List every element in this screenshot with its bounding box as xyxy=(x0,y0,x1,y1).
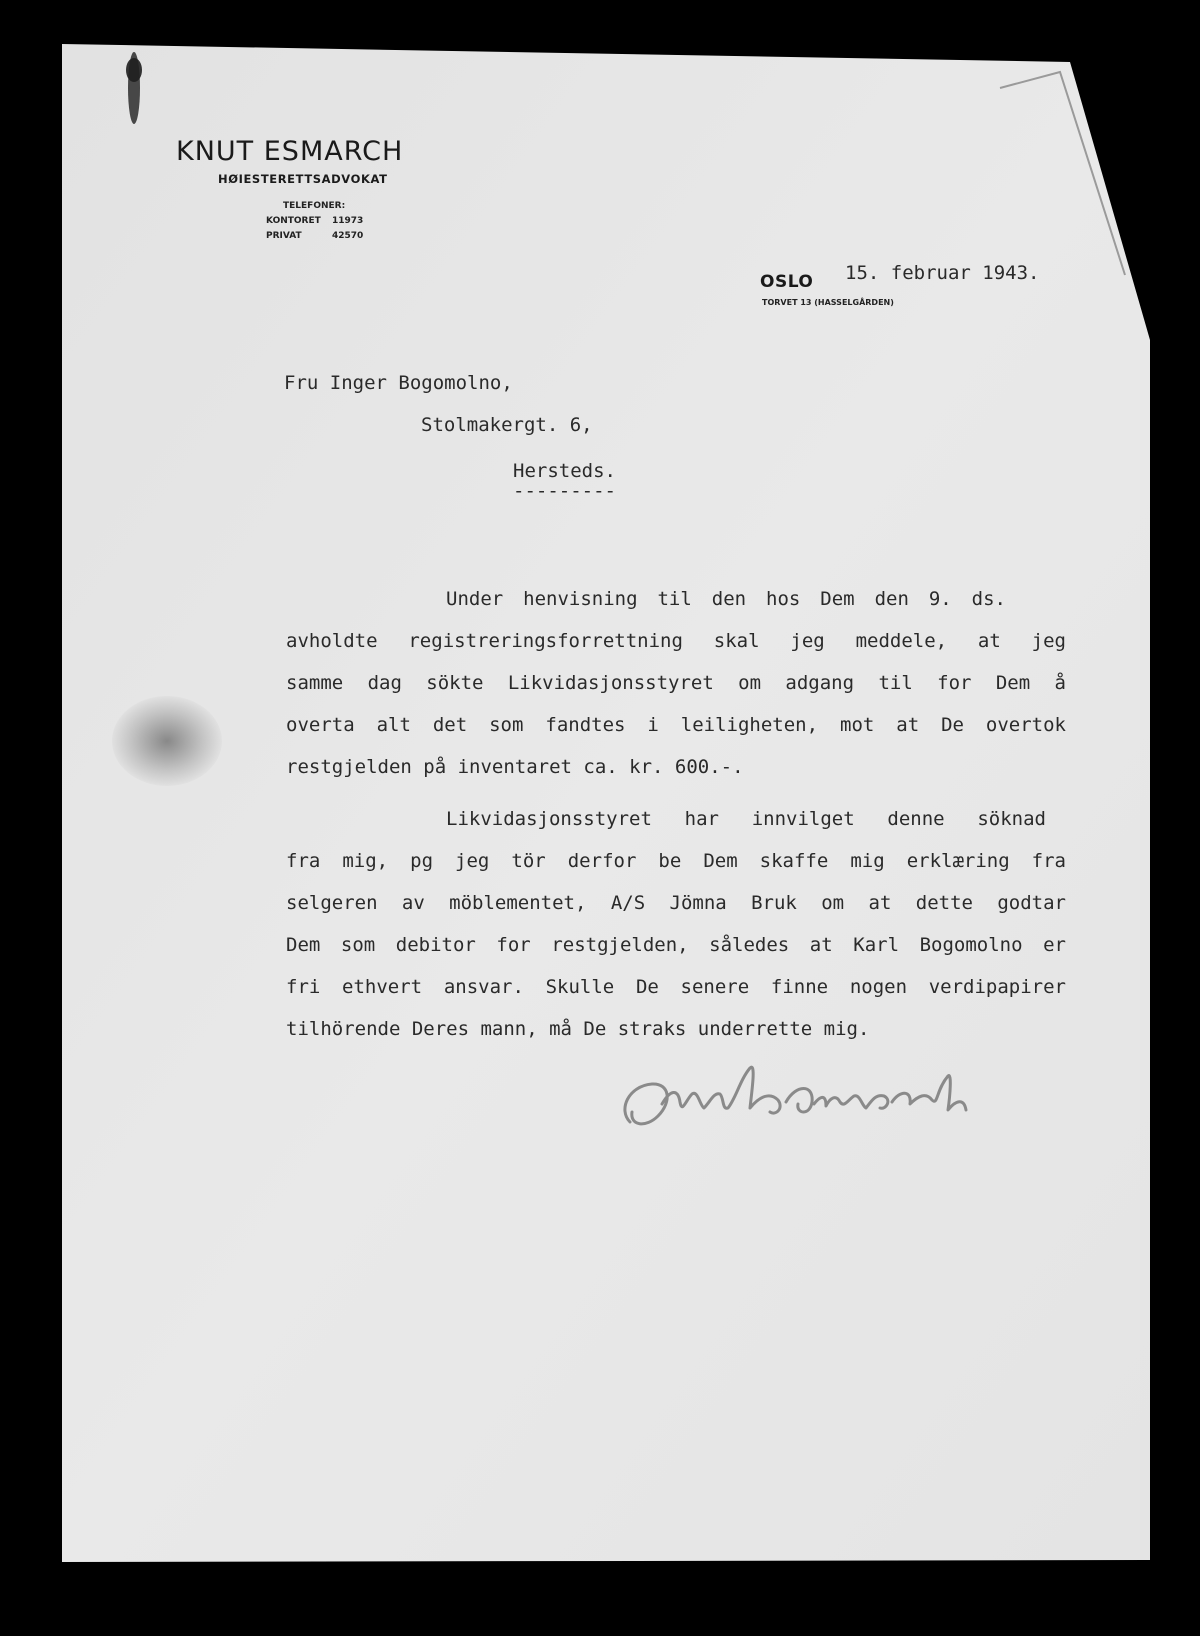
ink-smudge-side xyxy=(112,696,222,786)
body-line: Under henvisning til den hos Dem den 9. ds. xyxy=(446,588,1006,610)
body-line: avholdte registreringsforrettning skal jeg meddele, at jeg xyxy=(286,630,1066,652)
letterhead-title: HØIESTERETTSADVOKAT xyxy=(218,172,388,186)
recipient-city: Hersteds. xyxy=(513,460,616,482)
body-line: overta alt det som fandtes i leiligheten, mot at De overtok xyxy=(286,714,1066,736)
body-line: samme dag sökte Likvidasjonsstyret om adgang til for Dem å xyxy=(286,672,1066,694)
handwritten-signature xyxy=(600,1050,1040,1150)
phone-row xyxy=(266,229,364,244)
recipient-underline: --------- xyxy=(513,480,616,502)
body-line: Dem som debitor for restgjelden, således at Karl Bogomolno er xyxy=(286,934,1066,956)
phone-label: KONTORET xyxy=(266,216,321,226)
body-line: fri ethvert ansvar. Skulle De senere finne nogen verdipapirer xyxy=(286,976,1066,998)
phone-block xyxy=(266,199,364,244)
body-line: restgjelden på inventaret ca. kr. 600.-. xyxy=(286,756,744,778)
body-line: fra mig, pg jeg tör derfor be Dem skaffe mig erklæring fra xyxy=(286,850,1066,872)
phone-row xyxy=(266,214,364,229)
recipient-street: Stolmakergt. 6, xyxy=(421,414,593,436)
recipient-name: Fru Inger Bogomolno, xyxy=(284,372,513,394)
body-line: selgeren av möblementet, A/S Jömna Bruk om at dette godtar xyxy=(286,892,1066,914)
phone-number: 42570 xyxy=(332,231,364,241)
city-name: OSLO xyxy=(760,272,814,292)
phones-heading: TELEFONER: xyxy=(283,201,346,211)
body-line: tilhörende Deres mann, må De straks underrette mig. xyxy=(286,1018,870,1040)
phone-number: 11973 xyxy=(332,216,364,226)
letterhead-name: KNUT ESMARCH xyxy=(176,136,404,167)
letter-date: 15. februar 1943. xyxy=(845,262,1040,284)
ink-smudge-top xyxy=(120,48,150,138)
phone-label: PRIVAT xyxy=(266,231,302,241)
body-line: Likvidasjonsstyret har innvilget denne söknad xyxy=(446,808,1046,830)
office-address: TORVET 13 (HASSELGÅRDEN) xyxy=(762,298,894,307)
